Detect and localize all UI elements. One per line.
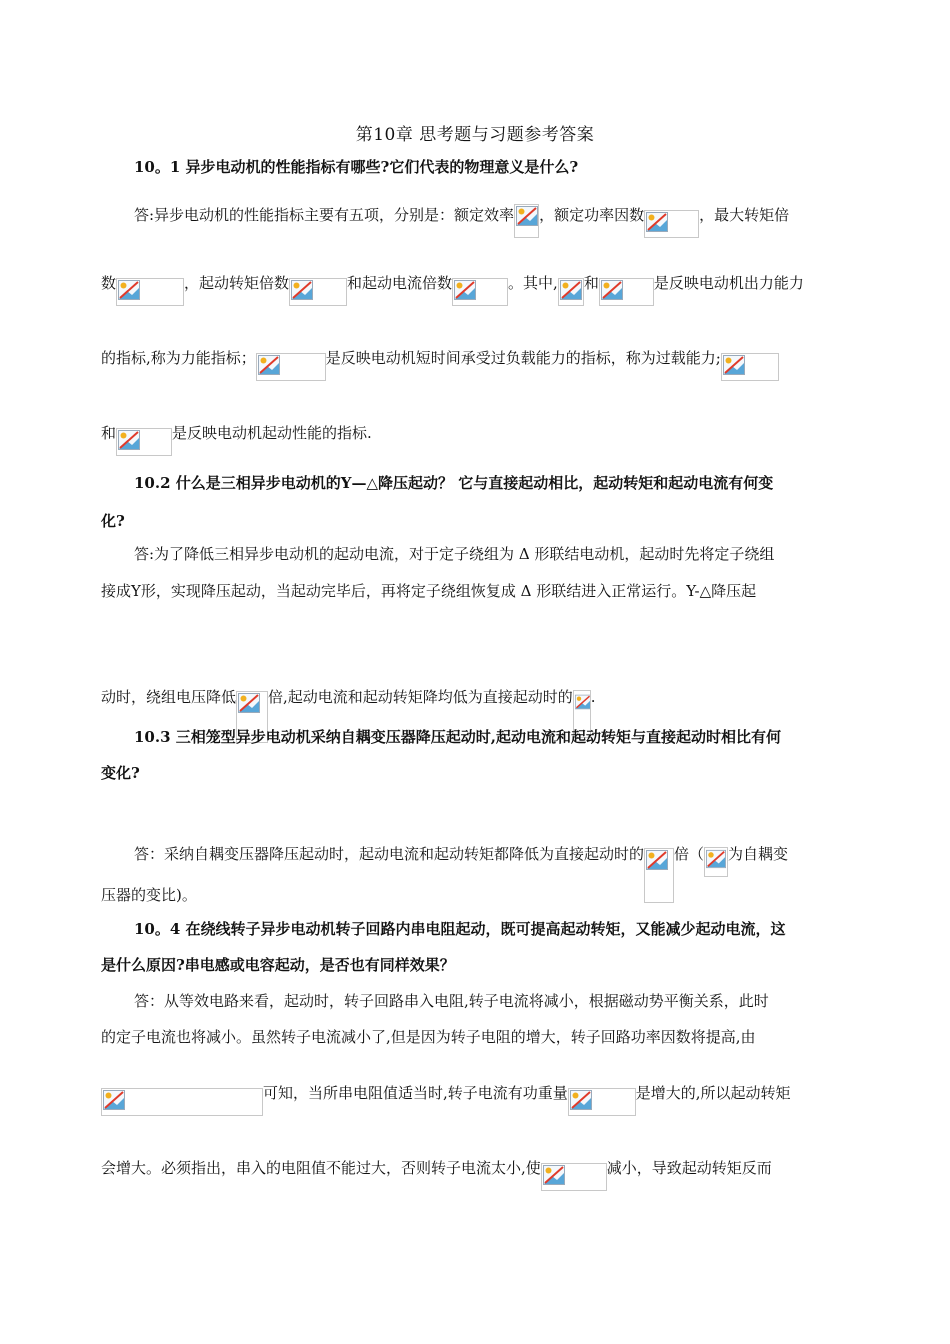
- broken-image-icon: [116, 278, 184, 306]
- answer-text: 为自耦变: [728, 845, 789, 863]
- answer-text: 动时，绕组电压降低: [101, 688, 237, 706]
- answer-text: 倍（: [674, 845, 705, 863]
- answer-10-4-line-1: 答：从等效电路来看，起动时，转子回路串入电阻,转子电流将减小，根据磁动势平衡关系，此时: [134, 992, 769, 1010]
- answer-text: 数: [101, 274, 117, 292]
- answer-text: 和: [101, 424, 117, 442]
- answer-text: 减小，导致起动转矩反而: [606, 1159, 772, 1177]
- answer-10-1-line-4: [101, 416, 860, 444]
- answer-text: 答:异步电动机的性能指标主要有五项，分别是：额定效率: [134, 206, 515, 224]
- broken-image-icon: [704, 847, 728, 877]
- answer-text: ，最大转矩倍: [699, 206, 790, 224]
- answer-10-3-line-2: 压器的变比)。: [101, 886, 197, 904]
- answer-10-2-line-3: [101, 656, 860, 708]
- broken-image-icon: [568, 1088, 636, 1116]
- answer-text: 。其中,: [508, 274, 558, 292]
- answer-10-3-line-1: [101, 810, 860, 865]
- answer-10-4-line-2: 的定子电流也将减小。虽然转子电流减小了,但是因为转子电阻的增大，转子回路功率因数将提高,由: [101, 1028, 756, 1046]
- question-10-3-line-1: 10.3 三相笼型异步电动机采纳自耦变压器降压起动时,起动电流和起动转矩与直接起动时相比有何: [134, 728, 781, 746]
- broken-image-icon: [452, 278, 508, 306]
- broken-image-icon: [514, 204, 539, 238]
- broken-image-icon: [541, 1163, 607, 1191]
- answer-text: 和起动电流倍数: [347, 274, 453, 292]
- broken-image-icon: [558, 278, 584, 306]
- answer-text: ，额定功率因数: [539, 206, 645, 224]
- broken-image-icon: [599, 278, 654, 306]
- question-10-2-line-2: 化?: [101, 512, 125, 530]
- question-10-3-line-2: 变化?: [101, 764, 140, 782]
- answer-text: .: [590, 688, 596, 706]
- broken-image-icon: [721, 353, 779, 381]
- answer-10-4-line-4: [101, 1151, 860, 1179]
- question-10-4-line-2: 是什么原因?串电感或电容起动，是否也有同样效果？: [101, 956, 455, 974]
- answer-text: 答：采纳自耦变压器降压起动时，起动电流和起动转矩都降低为直接起动时的: [134, 845, 645, 863]
- page-title: 第10章 思考题与习题参考答案: [355, 125, 595, 145]
- broken-image-icon: [289, 278, 347, 306]
- question-10-1: 10。1 异步电动机的性能指标有哪些?它们代表的物理意义是什么?: [134, 158, 579, 176]
- answer-10-2-line-1: 答:为了降低三相异步电动机的起动电流，对于定子绕组为 Δ 形联结电动机，起动时先将定子绕组: [134, 545, 775, 563]
- answer-10-1-line-1: [101, 192, 860, 226]
- answer-text: 和: [583, 274, 599, 292]
- question-10-4-line-1: 10。4 在绕线转子异步电动机转子回路内串电阻起动，既可提高起动转矩，又能减少起动电流，这: [134, 920, 786, 938]
- answer-text: 的指标,称为力能指标；: [101, 349, 256, 367]
- answer-text: 是增大的,所以起动转矩: [635, 1084, 791, 1102]
- broken-image-icon: [101, 1088, 263, 1116]
- answer-text: 是反映电动机起动性能的指标.: [172, 424, 372, 442]
- answer-text: 是反映电动机短时间承受过负载能力的指标，称为过载能力;: [325, 349, 721, 367]
- answer-10-1-line-2: [101, 266, 860, 294]
- answer-text: 倍,起动电流和起动转矩降均低为直接起动时的: [268, 688, 573, 706]
- answer-text: 是反映电动机出力能力: [653, 274, 804, 292]
- broken-image-icon: [256, 353, 326, 381]
- broken-image-icon: [116, 428, 172, 456]
- answer-text: 会增大。必须指出，串入的电阻值不能过大，否则转子电流太小,使: [101, 1159, 541, 1177]
- question-10-2-line-1: 10.2 什么是三相异步电动机的Y—△降压起动？ 它与直接起动相比，起动转矩和起动电流有何变: [134, 474, 774, 492]
- answer-10-2-line-2: 接成Y形，实现降压起动，当起动完毕后，再将定子绕组恢复成 Δ 形联结进入正常运行。Y-△降压起: [101, 582, 757, 600]
- answer-text: ，起动转矩倍数: [184, 274, 290, 292]
- broken-image-icon: [644, 210, 699, 238]
- answer-text: 可知，当所串电阻值适当时,转子电流有功重量: [263, 1084, 568, 1102]
- answer-10-1-line-3: [101, 341, 860, 369]
- answer-10-4-line-3: [101, 1076, 860, 1104]
